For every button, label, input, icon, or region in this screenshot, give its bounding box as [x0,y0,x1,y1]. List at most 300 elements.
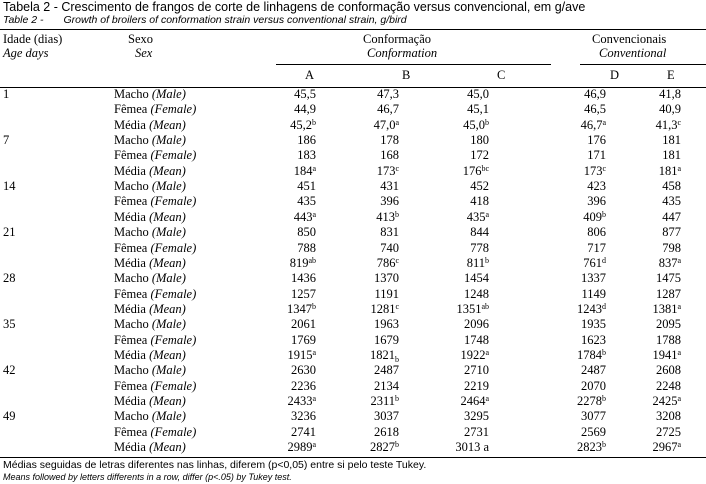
header-conformation-pt: Conformação [363,32,432,46]
header-sex-en: Sex [135,46,153,60]
significance-letter: a [312,347,316,357]
cell-value: 877 [662,225,681,240]
table-cell-a [287,348,316,362]
cell-value: 2096 [464,317,489,332]
table-cell-a [297,179,316,193]
table-cell-d [581,271,606,285]
cell-value: 3295 [464,409,489,424]
sex-label-en: (Female) [150,194,197,209]
cell-value: 1257 [291,286,316,301]
cell-value: 844 [470,225,489,240]
cell-value: 173 [583,163,603,178]
cell-value: 1243 [577,301,602,316]
cell-value: 2278 [577,394,602,408]
table-cell-b [374,118,399,132]
cell-value: 451 [297,179,316,194]
cell-value: 1351 [456,301,482,316]
table-cell-b [374,425,399,439]
sex-label-pt: Macho [114,133,149,148]
table-cell-b [380,241,399,255]
sex-label-pt: Média [114,394,146,408]
table-cell-b [380,194,399,208]
table-cell-a [291,287,316,301]
sex-label-pt: Média [114,163,146,178]
age-label: 14 [3,179,16,194]
cell-value: 413 [376,209,395,224]
sex-label-mean [114,440,186,454]
table-cell-a [287,394,316,408]
table-cell-c [467,256,489,270]
cell-value: 1381 [652,301,678,316]
cell-value: 181 [662,133,681,148]
cell-value: 2219 [464,378,489,393]
table-cell-d [581,287,606,301]
sex-label-mean [114,210,186,224]
table-cell-a [291,317,316,331]
cell-value: 2569 [581,424,606,439]
table-caption-en-text: Growth of broilers of conformation strain versus conventional strain, g/bird [63,14,407,26]
table-cell-a [290,118,316,132]
sex-label-en: (Male) [151,179,186,194]
table-cell-b [374,409,399,423]
column-header-d: D [610,68,620,82]
sex-label-male [114,409,186,423]
cell-value: 178 [380,133,399,148]
cell-value: 1941 [652,347,678,362]
table-cell-a [291,363,316,377]
sex-label-pt: Média [114,347,146,362]
sex-label-pt: Macho [114,87,149,101]
table-cell-b [370,348,399,362]
sex-label-pt: Fêmea [114,240,148,255]
cell-value: 1679 [374,332,399,347]
cell-value: 180 [470,133,489,148]
table-cell-a [297,241,316,255]
sex-label-pt: Macho [114,363,149,378]
cell-value: 2967 [652,440,678,455]
table-cell-e [659,256,681,270]
age-label: 1 [3,87,10,101]
cell-value: 45,0 [463,117,485,132]
cell-value: 452 [470,179,489,194]
table-cell-d [587,179,606,193]
cell-value: 778 [470,240,489,255]
sex-label-female [114,194,196,208]
cell-value: 1935 [581,317,606,332]
table-cell-a [294,164,316,178]
cell-value: 3013 [455,440,481,455]
table-cell-d [587,133,606,147]
cell-value: 47,0 [373,117,396,132]
table-cell-c [464,287,489,301]
cell-value: 2061 [291,317,316,332]
table-cell-d [581,409,606,423]
cell-value: 2095 [656,317,681,332]
table-cell-e [656,379,681,393]
table-cell-a [297,225,316,239]
sex-label-male [114,87,186,101]
cell-value: 1788 [656,332,681,347]
table-cell-a [297,148,316,162]
significance-letter: a [480,440,489,455]
table-bottom-rule [0,457,706,458]
table-caption-pt: Tabela 2 - Crescimento de frangos de corte de linhagens de conformação versus convencional, em g/ave [3,0,586,14]
cell-value: 2630 [291,363,316,378]
significance-letter: a [677,394,681,403]
cell-value: 431 [380,179,399,194]
cell-value: 409 [583,209,602,224]
sex-label-male [114,179,186,193]
table-cell-c [464,363,489,377]
cell-value: 46,9 [584,87,606,101]
significance-letter: b [485,117,489,127]
table-cell-b [377,87,399,101]
significance-letter: b [602,209,606,219]
cell-value: 831 [380,225,399,240]
cell-value: 3208 [656,409,681,424]
table-cell-e [662,133,681,147]
cell-value: 396 [587,194,606,209]
table-caption-en [3,14,407,27]
table-cell-b [370,302,399,316]
sex-label-en: (Mean) [149,394,186,408]
cell-value: 2741 [291,424,316,439]
cell-value: 1347 [287,301,312,316]
sex-label-female [114,333,196,347]
table-cell-a [291,425,316,439]
cell-value: 435 [662,194,681,209]
sex-label-female [114,379,196,393]
cell-value: 2433 [287,394,313,408]
sex-label-female [114,102,196,116]
cell-value: 46,5 [584,102,606,117]
sex-label-pt: Fêmea [114,378,148,393]
cell-value: 46,7 [377,102,399,117]
sex-label-en: (Mean) [149,209,186,224]
sex-label-pt: Fêmea [114,286,148,301]
cell-value: 1769 [291,332,316,347]
table-cell-a [291,333,316,347]
sex-label-pt: Média [114,301,146,316]
significance-letter: b [395,354,399,364]
table-cell-c [464,271,489,285]
table-cell-b [370,394,399,408]
table-cell-b [374,287,399,301]
sex-label-mean [114,348,186,362]
column-header-e: E [667,68,675,82]
cell-value: 761 [583,255,602,270]
cell-value: 1623 [581,332,606,347]
cell-value: 418 [470,194,489,209]
table-cell-e [656,363,681,377]
significance-letter: a [312,163,316,173]
cell-value: 2731 [464,424,489,439]
sex-label-female [114,287,196,301]
significance-letter: a [677,347,681,357]
table-cell-e [652,440,681,454]
table-cell-b [374,271,399,285]
cell-value: 171 [587,148,606,163]
table-cell-d [581,317,606,331]
table-cell-c [464,317,489,331]
cell-value: 788 [297,240,316,255]
cell-value: 181 [662,148,681,163]
cell-value: 2710 [464,363,489,378]
table-cell-c [463,164,489,178]
table-caption-en-label: Table 2 - [3,14,44,26]
sex-label-pt: Macho [114,409,149,424]
significance-letter: c [395,163,399,173]
significance-letter: a [312,209,316,219]
cell-value: 46,7 [580,117,603,132]
sex-label-pt: Média [114,117,146,132]
table-cell-e [662,179,681,193]
significance-letter: ab [481,301,489,311]
sex-label-en: (Mean) [149,255,186,270]
sex-label-male [114,317,186,331]
cell-value: 1287 [656,286,681,301]
table-cell-c [463,118,489,132]
table-cell-c [470,225,489,239]
sex-label-en: (Mean) [149,163,186,178]
cell-value: 2134 [374,378,399,393]
header-sex-pt: Sexo [128,32,153,46]
sex-label-en: (Mean) [149,347,186,362]
column-header-a: A [305,68,315,82]
sex-label-en: (Male) [151,363,186,378]
sex-label-en: (Female) [150,286,197,301]
cell-value: 435 [466,209,486,224]
sex-label-en: (Female) [150,378,197,393]
table-cell-b [370,440,399,454]
cell-value: 1370 [374,271,399,286]
cell-value: 1915 [287,347,313,362]
table-cell-b [380,225,399,239]
sex-label-en: (Mean) [149,440,186,455]
significance-letter: c [677,117,681,127]
sex-label-en: (Male) [151,271,186,286]
cell-value: 45,2 [290,117,312,132]
cell-value: 2823 [577,440,602,455]
significance-letter: c [395,301,399,311]
cell-value: 41,8 [659,87,681,101]
table-cell-d [587,194,606,208]
sex-label-pt: Fêmea [114,424,148,439]
table-cell-c [460,348,489,362]
cell-value: 2725 [656,424,681,439]
significance-letter: ab [308,255,316,265]
table-cell-b [374,379,399,393]
table-cell-d [581,363,606,377]
cell-value: 1454 [464,271,489,286]
table-cell-c [470,194,489,208]
sex-label-en: (Male) [151,317,186,332]
table-cell-e [662,210,681,224]
table-cell-b [380,179,399,193]
cell-value: 1748 [464,332,489,347]
sex-label-en: (Male) [151,133,186,148]
significance-letter: c [602,163,606,173]
significance-letter: a [677,163,681,173]
table-cell-d [577,302,606,316]
cell-value: 850 [297,225,316,240]
table-cell-e [662,148,681,162]
sex-label-pt: Fêmea [114,332,148,347]
table-cell-c [467,210,489,224]
table-cell-e [656,271,681,285]
age-label: 35 [3,317,16,332]
table-cell-d [581,379,606,393]
cell-value: 181 [658,163,678,178]
cell-value: 458 [662,179,681,194]
age-label: 49 [3,409,16,424]
cell-value: 396 [380,194,399,209]
cell-value: 45,0 [467,87,489,101]
cell-value: 435 [297,194,316,209]
cell-value: 443 [293,209,313,224]
table-cell-a [297,194,316,208]
conformation-underline [276,64,551,65]
cell-value: 2989 [287,440,313,455]
sex-label-mean [114,118,186,132]
sex-label-mean [114,256,186,270]
table-cell-b [374,363,399,377]
cell-value: 183 [297,148,316,163]
cell-value: 798 [662,240,681,255]
cell-value: 2464 [460,394,486,408]
cell-value: 1191 [374,286,399,301]
header-age-en: Age days [3,46,49,60]
sex-label-en: (Female) [150,102,197,117]
table-cell-b [374,333,399,347]
table-cell-c [464,333,489,347]
age-label: 42 [3,363,16,378]
sex-label-en: (Male) [151,87,186,101]
table-cell-d [577,348,606,362]
significance-letter: b [602,347,606,357]
header-conformation-en: Conformation [367,46,438,60]
cell-value: 2827 [370,440,395,455]
cell-value: 3037 [374,409,399,424]
significance-letter: bc [481,163,489,173]
table-cell-e [652,394,681,408]
table-cell-b [377,256,399,270]
header-age-pt: Idade (dias) [3,32,63,46]
table-cell-c [467,102,489,116]
sex-label-female [114,425,196,439]
sex-label-pt: Macho [114,179,149,194]
cell-value: 2070 [581,378,606,393]
sex-label-mean [114,164,186,178]
cell-value: 1337 [581,271,606,286]
sex-label-pt: Macho [114,271,149,286]
significance-letter: b [395,440,399,450]
sex-label-male [114,271,186,285]
sex-label-female [114,241,196,255]
sex-label-pt: Macho [114,225,149,240]
significance-letter: a [312,440,316,450]
table-cell-d [577,440,606,454]
sex-label-pt: Fêmea [114,102,148,117]
table-cell-d [584,87,606,101]
sex-label-en: (Female) [150,240,197,255]
cell-value: 1281 [370,301,396,316]
cell-value: 172 [470,148,489,163]
header-conventional-pt: Convencionais [592,32,667,46]
age-label: 21 [3,225,16,240]
table-cell-b [377,102,399,116]
table-cell-e [656,287,681,301]
table-cell-c [470,148,489,162]
sex-label-mean [114,394,186,408]
cell-value: 2236 [291,378,316,393]
cell-value: 1436 [291,271,316,286]
table-cell-d [581,425,606,439]
table-cell-c [455,440,489,454]
sex-label-pt: Fêmea [114,148,148,163]
table-cell-d [587,148,606,162]
column-header-c: C [497,68,506,82]
significance-letter: c [395,255,399,265]
significance-letter: d [602,255,606,265]
header-conventional-en: Conventional [599,46,667,60]
cell-value: 1784 [577,347,602,362]
table-cell-a [287,440,316,454]
sex-label-pt: Média [114,440,146,455]
significance-letter: b [312,301,316,311]
cell-value: 40,9 [659,102,681,117]
table-cell-c [464,409,489,423]
significance-letter: a [395,117,399,127]
cell-value: 819 [289,255,309,270]
column-header-b: B [402,68,411,82]
table-cell-c [464,425,489,439]
significance-letter: a [485,394,489,403]
cell-value: 45,1 [467,102,489,117]
table-cell-a [290,256,316,270]
table-cell-d [587,241,606,255]
table-cell-d [581,333,606,347]
sex-label-en: (Mean) [149,301,186,316]
table-cell-e [662,225,681,239]
cell-value: 184 [293,163,313,178]
table-cell-a [294,210,316,224]
table-cell-e [659,102,681,116]
cell-value: 740 [380,240,399,255]
table-cell-a [297,133,316,147]
cell-value: 2487 [581,363,606,378]
cell-value: 44,9 [294,102,316,117]
table-cell-c [467,87,489,101]
cell-value: 1475 [656,271,681,286]
table-cell-b [380,133,399,147]
cell-value: 2425 [652,394,678,408]
sex-label-en: (Female) [150,148,197,163]
cell-value: 447 [662,209,681,224]
cell-value: 186 [297,133,316,148]
table-cell-e [662,241,681,255]
sex-label-male [114,363,186,377]
table-cell-c [460,394,489,408]
cell-value: 41,3 [655,117,678,132]
significance-letter: a [602,117,606,127]
cell-value: 1149 [581,286,606,301]
table-cell-e [656,118,681,132]
table-cell-e [662,194,681,208]
cell-value: 2248 [656,378,681,393]
cell-value: 47,3 [377,87,399,101]
cell-value: 2608 [656,363,681,378]
